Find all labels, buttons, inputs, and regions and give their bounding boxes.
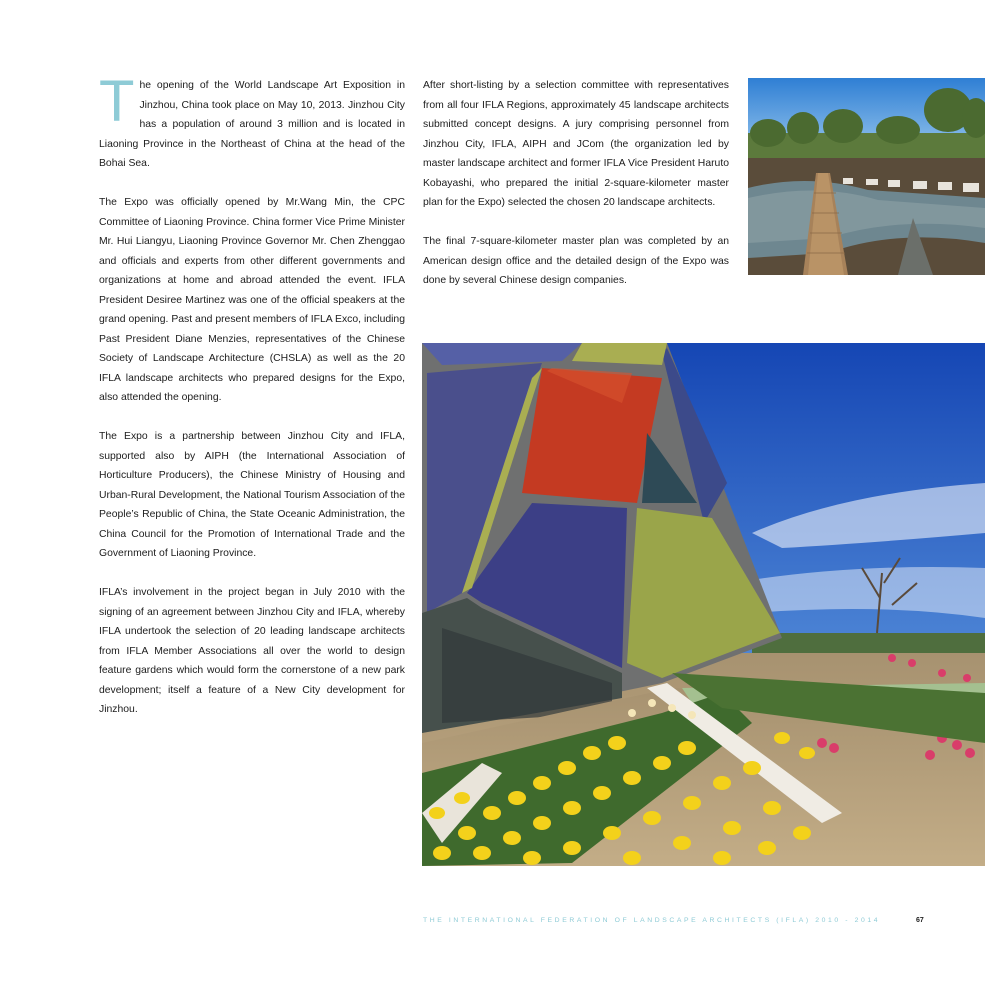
pavilion-tulip-photo	[422, 343, 985, 866]
paragraph-opening	[99, 69, 405, 174]
footer-organization-name: THE INTERNATIONAL FEDERATION OF LANDSCAPE ARCHITECTS (IFLA) 2010 - 2014	[423, 917, 881, 924]
paragraph-selection: After short-listing by a selection committee with representatives from all four IFLA Regions, approximately 45 landscape architects submitted concept designs. A jury comprising personnel from Jinzhou City, IFLA, AIPH and JCom (the organization led by master landscape architect and former IFLA Vice President Haruto Kobayashi, who prepared the initial 2-square-kilometer master plan for the Expo) selected the chosen 20 landscape architects.	[423, 80, 729, 208]
page-number: 67	[916, 917, 924, 924]
right-text-column	[423, 76, 729, 310]
paragraph-master-plan: The final 7-square-kilometer master plan was completed by an American design office and the detailed design of the Expo was done by several Chinese design companies.	[423, 236, 729, 286]
paragraph-opening-text: he opening of the World Landscape Art Exposition in Jinzhou, China took place on May 10, 2013. Jinzhou City has a population of around 3 million and is located in Liaoning Province in the Northeast of China at the head of the Bohai Sea.	[99, 80, 405, 169]
drop-cap: T	[99, 69, 135, 134]
paragraph-official-opening: The Expo was officially opened by Mr.Wang Min, the CPC Committee of Liaoning Province. China former Vice Prime Minister Mr. Hui Liangyu, Liaoning Province Governor Mr. Chen Zhenggao and officials and experts from other different governments and organizations at home and abroad attended the event. IFLA President Desiree Martinez was one of the official speakers at the grand opening. Past and present members of IFLA Exco, including Past President Diane Menzies, representatives of the Chinese Society of Landscape Architecture (CHSLA) as well as the 20 IFLA landscape architects who prepared designs for the Expo, also attended the opening.	[99, 197, 405, 403]
boardwalk-photo	[748, 78, 985, 275]
left-text-column	[99, 69, 405, 739]
paragraph-partnership: The Expo is a partnership between Jinzhou City and IFLA, supported also by AIPH (the International Association of Horticulture Producers), the Chinese Ministry of Housing and Urban-Rural Development, the National Tourism Association of the People’s Republic of China, the State Oceanic Administration, the China Council for the Promotion of International Trade and the Government of Liaoning Province.	[99, 431, 405, 559]
paragraph-ifla-involvement: IFLA’s involvement in the project began in July 2010 with the signing of an agreement between Jinzhou City and IFLA, whereby IFLA undertook the selection of 20 leading landscape architects from IFLA Member Associations all over the world to design feature gardens which would form the cornerstone of a new park development; itself a feature of a New City development for Jinzhou.	[99, 587, 405, 715]
